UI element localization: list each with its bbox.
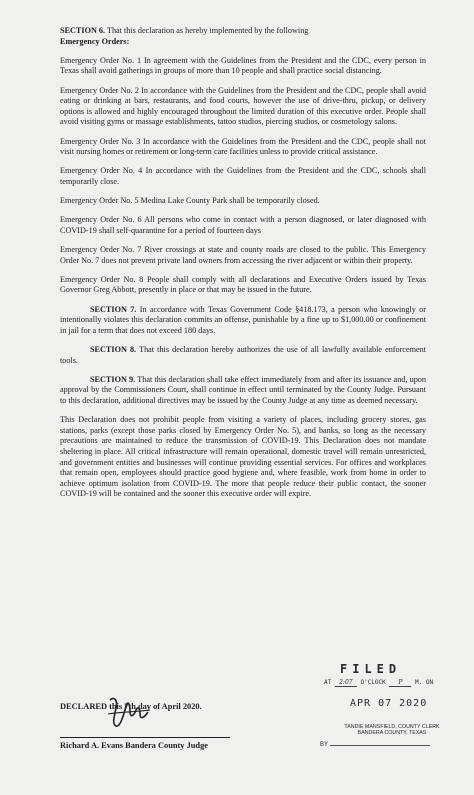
filed-meridiem: P [389,679,411,687]
filed-by-line [320,742,430,748]
declared-date-text: this 7th day of April 2020. [107,702,202,711]
filed-stamp-time-row [324,679,454,687]
section-9-text: That this declaration shall take effect immediately from and after its issuance and, upon approval by the Commissioners Court, shall continue in effect until terminated by the County Judge. Pursuant to this declaration, additional directives may be issued by the County Judge at any time as deemed necessary. [60,374,426,405]
document-body [60,26,426,509]
emergency-orders-subheading: Emergency Orders: [60,36,130,46]
section-7-label: SECTION 7. [90,304,137,314]
section-8-paragraph [60,345,426,366]
emergency-order-2: Emergency Order No. 2 In accordance with the Guidelines from the President and the CDC, people shall avoid eating or drinking at bars, restaurants, and food courts, however the use of drive-thru, pickup, or delivery options is allowed and highly encouraged throughout the limited duration of this executive order. People shall avoid visiting gyms or massage establishments, tattoo studios, piercing studios, or cosmetology salons. [60,85,426,127]
by-underline [330,745,430,746]
filed-stamp-title: FILED [340,662,402,676]
section-6-heading [60,26,426,47]
signer-name: Richard A. Evans Bandera County Judge [60,741,208,750]
filed-time: 2:07 [335,679,357,687]
emergency-order-7: Emergency Order No. 7 River crossings at state and county roads are closed to the public. This Emergency Order No. 7 does not prevent private land owners from accessing the river adjacent or within their property. [60,245,426,265]
clerk-name: TANDIE MANSFIELD, COUNTY CLERK [344,724,440,730]
section-8-label: SECTION 8. [90,345,137,354]
section-9-paragraph [60,375,426,407]
handwritten-signature [104,694,154,734]
section-8-text: That this declaration hereby authorizes the use of all lawfully available enforcement tools. [60,345,426,365]
emergency-order-1: Emergency Order No. 1 In agreement with the Guidelines from the President and the CDC, every person in Texas shall avoid gatherings in groups of more than 10 people and shall practice social distancing. [60,55,426,76]
closing-paragraph: This Declaration does not prohibit people from visiting a variety of places, including grocery stores, gas stations, parks (except those parks closed by Emergency Order No. 5), and banks, so long as the necessary precautions are maintained to reduce the transmission of COVID-19. This Declaration does not mandate sheltering in place. All critical infrastructure will remain operational, domestic travel will remain unrestricted, and government entities and businesses will continue providing essential services. For offices and workplaces that remain open, employees should practice good hygiene and, where feasible, work from home in order to achieve optimum isolation from COVID-19. The more that people reduce their public contact, the sooner COVID-19 will be contained and the sooner this executive order will expire. [60,415,426,499]
signature-line [60,737,230,738]
emergency-order-5: Emergency Order No. 5 Medina Lake County Park shall be temporarily closed. [60,196,320,206]
section-7-paragraph [60,305,426,337]
emergency-order-8: Emergency Order No. 8 People shall comply with all declarations and Executive Orders issued by Texas Governor Greg Abbott, presently in place or that may be issued in the future. [60,274,426,295]
section-7-text: In accordance with Texas Government Code §418.173, a person who knowingly or intentionally violates this declaration commits an offense, punishable by a fine up to $1,000.00 or confinement in jail for a term that does not exceed 180 days. [60,304,426,335]
section-6-text: That this declaration as hereby implemented by the following [105,26,309,35]
oclock-label: O'CLOCK [360,679,386,686]
by-label: BY [320,742,328,748]
at-label: AT [324,679,332,686]
clerk-county: BANDERA COUNTY, TEXAS [357,730,427,737]
m-on-label: M. ON [415,679,434,686]
section-6-label: SECTION 6. [60,26,106,35]
emergency-order-6: Emergency Order No. 6 All persons who come in contact with a person diagnosed, or later diagnosed with COVID-19 shall self-quarantine for a period of fourteen days [60,215,426,235]
filed-stamp [310,662,460,782]
section-9-label: SECTION 9. [90,374,136,384]
emergency-order-4: Emergency Order No. 4 In accordance with the Guidelines from the President and the CDC, schools shall temporarily close. [60,166,426,186]
filed-date: APR 07 2020 [350,698,428,709]
declared-word: DECLARED [60,702,107,711]
county-clerk-info [322,724,462,737]
emergency-order-3: Emergency Order No. 3 In accordance with the Guidelines from the President and the CDC, people shall not visit nursing homes or retirement or long-term care facilities unless to provide critical assistance. [60,136,426,157]
